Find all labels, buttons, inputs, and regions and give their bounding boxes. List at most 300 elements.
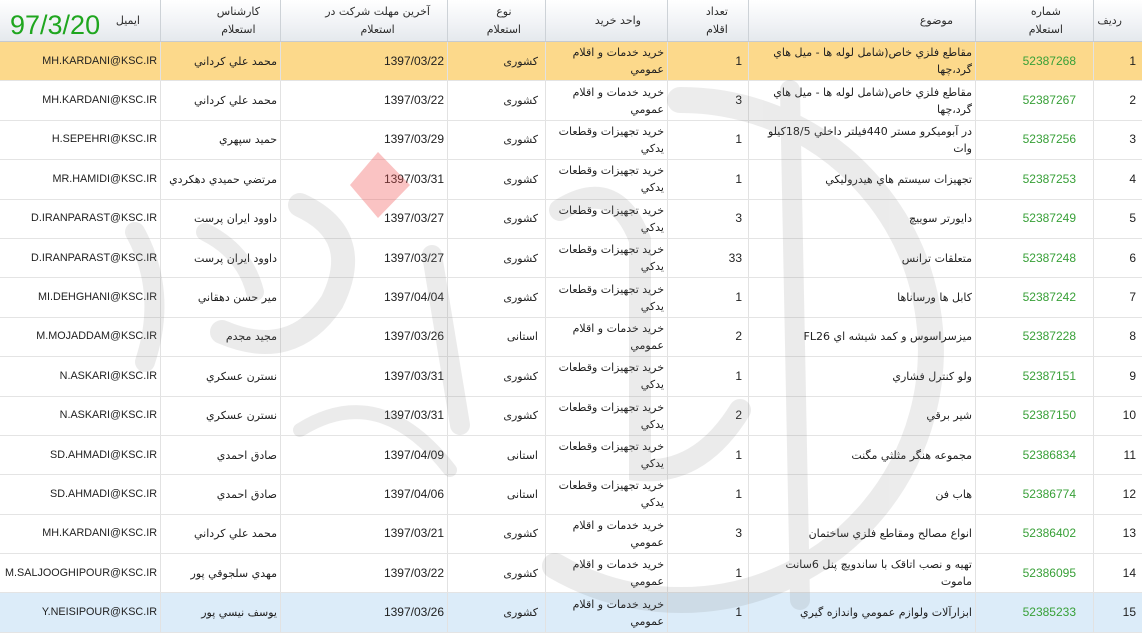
item-count: 3 xyxy=(735,526,742,541)
row-number-cell xyxy=(1093,318,1142,356)
deadline-cell xyxy=(280,554,447,592)
table-row[interactable] xyxy=(0,278,1142,317)
email-address: MH.KARDANI@KSC.IR xyxy=(42,94,157,107)
header-text: ایمیل xyxy=(115,13,140,27)
email-address: N.ASKARI@KSC.IR xyxy=(59,409,157,422)
expert-name: محمد علي كرداني xyxy=(194,94,277,108)
inquiry-number-cell xyxy=(975,278,1093,316)
purchase-unit-cell xyxy=(545,318,667,356)
row-number: 13 xyxy=(1122,526,1136,541)
email-cell xyxy=(0,42,160,80)
deadline-date: 1397/03/26 xyxy=(383,329,444,344)
inquiry-number-link[interactable]: 52387268 xyxy=(1022,53,1076,68)
purchase-unit-cell xyxy=(545,515,667,553)
subject-cell xyxy=(748,318,975,356)
deadline-date: 1397/03/22 xyxy=(383,53,444,68)
expert-name: نسترن عسكري xyxy=(206,409,277,423)
purchase-unit-text: خريد تجهيزات وقطعات يدكي xyxy=(558,124,664,155)
inquiry-type-text: کشوری xyxy=(503,94,538,108)
item-count-cell xyxy=(667,436,748,474)
inquiry-number-link[interactable]: 52387253 xyxy=(1022,171,1076,186)
header-label xyxy=(1097,12,1122,30)
inquiry-type-text: کشوری xyxy=(503,291,538,305)
table-row[interactable] xyxy=(0,81,1142,120)
row-number-cell xyxy=(1093,81,1142,119)
email-cell xyxy=(0,239,160,277)
deadline-date: 1397/03/31 xyxy=(383,408,444,423)
row-number: 7 xyxy=(1129,290,1136,305)
purchase-unit-text: خريد تجهيزات وقطعات يدكي xyxy=(558,479,664,510)
email-cell xyxy=(0,278,160,316)
subject-text: ابزارآلات ولوازم عمومي واندازه گيري xyxy=(800,606,972,620)
subject-cell xyxy=(748,121,975,159)
row-number: 2 xyxy=(1129,93,1136,108)
header-label xyxy=(487,3,521,39)
purchase-unit-cell xyxy=(545,397,667,435)
email-address: D.IRANPARAST@KSC.IR xyxy=(31,212,157,225)
purchase-unit-text: خريد تجهيزات وقطعات يدكي xyxy=(558,243,664,274)
item-count: 1 xyxy=(735,447,742,462)
expert-cell xyxy=(160,42,280,80)
item-count-cell xyxy=(667,515,748,553)
purchase-unit-cell xyxy=(545,357,667,395)
inquiry-type-cell xyxy=(447,357,545,395)
purchase-unit-cell xyxy=(545,42,667,80)
table-body xyxy=(0,42,1142,633)
item-count-cell xyxy=(667,121,748,159)
row-number-cell xyxy=(1093,475,1142,513)
email-address: M.SALJOOGHIPOUR@KSC.IR xyxy=(5,566,157,579)
expert-name: مهدي سلجوقي پور xyxy=(190,566,277,580)
email-address: N.ASKARI@KSC.IR xyxy=(59,369,157,382)
column-header-purchase-unit[interactable] xyxy=(545,0,667,41)
purchase-unit-cell xyxy=(545,278,667,316)
inquiry-number-cell xyxy=(975,515,1093,553)
header-text-line1: نوع xyxy=(496,4,512,18)
table-row[interactable] xyxy=(0,42,1142,81)
expert-cell xyxy=(160,278,280,316)
email-cell xyxy=(0,160,160,198)
item-count: 1 xyxy=(735,53,742,68)
item-count: 1 xyxy=(735,132,742,147)
deadline-date: 1397/03/26 xyxy=(383,605,444,620)
inquiry-number-link[interactable]: 52387242 xyxy=(1022,290,1076,305)
purchase-unit-text: خريد تجهيزات وقطعات يدكي xyxy=(558,440,664,471)
inquiry-number-link[interactable]: 52386095 xyxy=(1022,565,1076,580)
row-number-cell xyxy=(1093,160,1142,198)
header-text: واحد خرید xyxy=(594,13,641,27)
inquiry-number-cell xyxy=(975,318,1093,356)
inquiry-number-link[interactable]: 52386834 xyxy=(1022,447,1076,462)
inquiry-number-link[interactable]: 52386402 xyxy=(1022,526,1076,541)
header-text-line1: آخرین مهلت شرکت در xyxy=(325,4,430,18)
item-count-cell xyxy=(667,593,748,631)
table-row[interactable] xyxy=(0,121,1142,160)
inquiry-type-text: کشوری xyxy=(503,251,538,265)
header-label xyxy=(116,12,140,30)
expert-name: داوود ايران پرست xyxy=(194,251,277,265)
table-row[interactable] xyxy=(0,160,1142,199)
header-text-line1: شماره xyxy=(1030,4,1061,18)
purchase-unit-cell xyxy=(545,436,667,474)
subject-text: ولو كنترل فشاري xyxy=(892,369,972,383)
email-cell xyxy=(0,515,160,553)
deadline-cell xyxy=(280,160,447,198)
email-cell xyxy=(0,81,160,119)
item-count-cell xyxy=(667,239,748,277)
subject-cell xyxy=(748,515,975,553)
expert-cell xyxy=(160,554,280,592)
subject-text: شير برقي xyxy=(926,409,972,423)
table-row[interactable] xyxy=(0,357,1142,396)
subject-text: در آبوميكرو مستر 440فيلتر داخلي 18/5كيلو وات xyxy=(767,124,972,155)
email-address: MI.DEHGHANI@KSC.IR xyxy=(38,291,157,304)
subject-cell xyxy=(748,554,975,592)
subject-cell xyxy=(748,278,975,316)
deadline-date: 1397/03/31 xyxy=(383,171,444,186)
table-row[interactable] xyxy=(0,554,1142,593)
row-number-cell xyxy=(1093,593,1142,631)
inquiry-type-cell xyxy=(447,436,545,474)
item-count: 33 xyxy=(728,250,742,265)
deadline-cell xyxy=(280,397,447,435)
header-label xyxy=(595,12,641,30)
subject-text: هاب فن xyxy=(935,487,972,501)
column-header-row-number[interactable] xyxy=(1093,0,1142,41)
inquiry-type-text: کشوری xyxy=(503,369,538,383)
subject-text: مجموعه هنگر مثلثي مگنت xyxy=(851,448,972,462)
subject-cell xyxy=(748,81,975,119)
email-cell xyxy=(0,593,160,631)
expert-name: داوود ايران پرست xyxy=(194,212,277,226)
item-count: 3 xyxy=(735,211,742,226)
inquiry-number-link[interactable]: 52387248 xyxy=(1022,250,1076,265)
subject-text: مقاطع فلزي خاص(شامل لوله ها - ميل هاي گرد،چها xyxy=(773,85,972,116)
email-address: Y.NEISIPOUR@KSC.IR xyxy=(41,606,157,619)
inquiry-number-cell xyxy=(975,593,1093,631)
deadline-date: 1397/03/29 xyxy=(383,132,444,147)
inquiry-number-cell xyxy=(975,397,1093,435)
column-header-expert[interactable] xyxy=(160,0,280,41)
deadline-cell xyxy=(280,475,447,513)
item-count-cell xyxy=(667,81,748,119)
table-row[interactable] xyxy=(0,200,1142,239)
purchase-unit-text: خريد تجهيزات وقطعات يدكي xyxy=(558,164,664,195)
item-count: 1 xyxy=(735,290,742,305)
overlay-date-stamp: 97/3/20 xyxy=(10,10,101,40)
subject-cell xyxy=(748,436,975,474)
expert-cell xyxy=(160,436,280,474)
inquiry-type-cell xyxy=(447,239,545,277)
email-cell xyxy=(0,200,160,238)
row-number: 9 xyxy=(1129,368,1136,383)
column-header-deadline[interactable] xyxy=(280,0,447,41)
deadline-cell xyxy=(280,42,447,80)
purchase-unit-cell xyxy=(545,160,667,198)
row-number: 1 xyxy=(1129,53,1136,68)
inquiry-type-text: کشوری xyxy=(503,566,538,580)
inquiry-type-cell xyxy=(447,318,545,356)
item-count-cell xyxy=(667,278,748,316)
purchase-unit-cell xyxy=(545,200,667,238)
item-count: 1 xyxy=(735,605,742,620)
deadline-date: 1397/04/04 xyxy=(383,290,444,305)
email-address: SD.AHMADI@KSC.IR xyxy=(50,487,157,500)
purchase-unit-text: خريد تجهيزات وقطعات يدكي xyxy=(558,361,664,392)
deadline-date: 1397/04/09 xyxy=(383,447,444,462)
email-address: M.MOJADDAM@KSC.IR xyxy=(36,330,157,343)
inquiry-type-text: کشوری xyxy=(503,409,538,423)
inquiry-type-cell xyxy=(447,515,545,553)
item-count: 3 xyxy=(735,93,742,108)
subject-cell xyxy=(748,593,975,631)
deadline-date: 1397/03/31 xyxy=(383,368,444,383)
inquiry-type-cell xyxy=(447,554,545,592)
inquiry-type-text: کشوری xyxy=(503,54,538,68)
subject-cell xyxy=(748,357,975,395)
item-count-cell xyxy=(667,200,748,238)
inquiry-number-cell xyxy=(975,357,1093,395)
column-header-subject[interactable] xyxy=(748,0,975,41)
inquiry-type-cell xyxy=(447,42,545,80)
subject-text: متعلقات ترانس xyxy=(901,251,972,265)
item-count: 2 xyxy=(735,329,742,344)
subject-cell xyxy=(748,160,975,198)
subject-cell xyxy=(748,475,975,513)
header-text-line1: تعداد xyxy=(705,4,728,18)
deadline-cell xyxy=(280,593,447,631)
purchase-unit-cell xyxy=(545,239,667,277)
subject-cell xyxy=(748,42,975,80)
expert-cell xyxy=(160,593,280,631)
header-label xyxy=(706,3,728,39)
row-number: 3 xyxy=(1129,132,1136,147)
email-cell xyxy=(0,318,160,356)
table-row[interactable] xyxy=(0,593,1142,632)
purchase-unit-text: خريد خدمات و اقلام عمومي xyxy=(572,518,664,549)
row-number: 14 xyxy=(1122,565,1136,580)
expert-cell xyxy=(160,318,280,356)
row-number: 6 xyxy=(1129,250,1136,265)
header-label xyxy=(1029,3,1063,39)
purchase-unit-text: خريد خدمات و اقلام عمومي xyxy=(572,597,664,628)
inquiry-number-cell xyxy=(975,160,1093,198)
inquiry-number-link[interactable]: 52385233 xyxy=(1022,605,1076,620)
inquiry-number-cell xyxy=(975,200,1093,238)
inquiry-number-link[interactable]: 52387228 xyxy=(1022,329,1076,344)
expert-name: مير حسن دهقاني xyxy=(197,291,277,305)
header-text-line2: استعلام xyxy=(1028,22,1063,36)
inquiry-type-text: کشوری xyxy=(503,527,538,541)
inquiry-type-cell xyxy=(447,200,545,238)
expert-name: يوسف نيسي پور xyxy=(201,606,277,620)
inquiry-type-cell xyxy=(447,397,545,435)
subject-cell xyxy=(748,397,975,435)
table-row[interactable] xyxy=(0,475,1142,514)
deadline-cell xyxy=(280,278,447,316)
email-address: D.IRANPARAST@KSC.IR xyxy=(31,251,157,264)
inquiry-type-text: کشوری xyxy=(503,606,538,620)
email-address: H.SEPEHRI@KSC.IR xyxy=(51,133,157,146)
subject-text: تجهيزات سيستم هاي هيدروليكي xyxy=(825,172,972,186)
email-cell xyxy=(0,554,160,592)
header-text-line2: اقلام xyxy=(706,22,728,36)
email-address: MH.KARDANI@KSC.IR xyxy=(42,527,157,540)
purchase-unit-text: خريد خدمات و اقلام عمومي xyxy=(572,321,664,352)
table-row[interactable] xyxy=(0,397,1142,436)
purchase-unit-text: خريد خدمات و اقلام عمومي xyxy=(572,85,664,116)
inquiry-number-link[interactable]: 52386774 xyxy=(1022,486,1076,501)
item-count-cell xyxy=(667,318,748,356)
inquiry-number-cell xyxy=(975,475,1093,513)
column-header-inquiry-number[interactable] xyxy=(975,0,1093,41)
item-count: 1 xyxy=(735,368,742,383)
deadline-cell xyxy=(280,436,447,474)
item-count: 1 xyxy=(735,486,742,501)
subject-text: انواع مصالح ومقاطع فلزي ساختمان xyxy=(808,527,972,541)
expert-name: صادق احمدي xyxy=(216,448,277,462)
email-cell xyxy=(0,357,160,395)
grid-header xyxy=(0,0,1142,42)
deadline-date: 1397/03/22 xyxy=(383,93,444,108)
row-number-cell xyxy=(1093,121,1142,159)
inquiry-type-text: استانی xyxy=(506,487,538,501)
row-number-cell xyxy=(1093,42,1142,80)
expert-cell xyxy=(160,121,280,159)
inquiry-number-cell xyxy=(975,554,1093,592)
inquiry-number-link[interactable]: 52387150 xyxy=(1022,408,1076,423)
subject-text: ميزسراسوس و كمد شيشه اي FL26 xyxy=(803,330,972,344)
row-number-cell xyxy=(1093,554,1142,592)
expert-cell xyxy=(160,239,280,277)
inquiry-type-text: استانی xyxy=(506,330,538,344)
inquiry-number-cell xyxy=(975,121,1093,159)
item-count-cell xyxy=(667,42,748,80)
inquiry-number-cell xyxy=(975,436,1093,474)
email-cell xyxy=(0,121,160,159)
subject-cell xyxy=(748,200,975,238)
inquiry-type-cell xyxy=(447,121,545,159)
row-number: 8 xyxy=(1129,329,1136,344)
header-label xyxy=(920,12,953,30)
row-number-cell xyxy=(1093,200,1142,238)
expert-cell xyxy=(160,515,280,553)
expert-name: نسترن عسكري xyxy=(206,369,277,383)
item-count: 2 xyxy=(735,408,742,423)
subject-text: كابل ها ورساناها xyxy=(897,291,972,305)
purchase-unit-text: خريد تجهيزات وقطعات يدكي xyxy=(558,400,664,431)
item-count: 1 xyxy=(735,565,742,580)
column-header-item-count[interactable] xyxy=(667,0,748,41)
table-row[interactable] xyxy=(0,436,1142,475)
expert-cell xyxy=(160,397,280,435)
row-number-cell xyxy=(1093,239,1142,277)
email-cell xyxy=(0,397,160,435)
email-address: MH.KARDANI@KSC.IR xyxy=(42,54,157,67)
expert-cell xyxy=(160,81,280,119)
expert-name: محمد علي كرداني xyxy=(194,54,277,68)
expert-name: حميد سپهري xyxy=(218,133,277,147)
inquiry-number-link[interactable]: 52387249 xyxy=(1022,211,1076,226)
expert-name: مرتضي حميدي دهكردي xyxy=(169,172,277,186)
table-row[interactable] xyxy=(0,239,1142,278)
table-row[interactable] xyxy=(0,515,1142,554)
expert-cell xyxy=(160,475,280,513)
deadline-cell xyxy=(280,357,447,395)
inquiry-number-link[interactable]: 52387256 xyxy=(1022,132,1076,147)
item-count-cell xyxy=(667,160,748,198)
subject-cell xyxy=(748,239,975,277)
deadline-cell xyxy=(280,239,447,277)
row-number: 10 xyxy=(1122,408,1136,423)
row-number-cell xyxy=(1093,357,1142,395)
inquiry-type-cell xyxy=(447,475,545,513)
row-number: 15 xyxy=(1122,605,1136,620)
purchase-unit-text: خريد تجهيزات وقطعات يدكي xyxy=(558,282,664,313)
inquiry-type-text: کشوری xyxy=(503,212,538,226)
inquiry-type-text: استانی xyxy=(506,448,538,462)
inquiry-type-text: کشوری xyxy=(503,172,538,186)
deadline-date: 1397/03/27 xyxy=(383,250,444,265)
subject-text: مقاطع فلزي خاص(شامل لوله ها - ميل هاي گرد،چها xyxy=(773,46,972,77)
item-count-cell xyxy=(667,475,748,513)
header-text-line2: استعلام xyxy=(221,22,256,36)
inquiry-number-cell xyxy=(975,239,1093,277)
email-cell xyxy=(0,436,160,474)
row-number-cell xyxy=(1093,278,1142,316)
email-address: SD.AHMADI@KSC.IR xyxy=(50,448,157,461)
purchase-unit-text: خريد خدمات و اقلام عمومي xyxy=(572,46,664,77)
purchase-unit-text: خريد تجهيزات وقطعات يدكي xyxy=(558,203,664,234)
expert-name: مجيد مجدم xyxy=(225,330,277,344)
deadline-cell xyxy=(280,200,447,238)
header-text-line2: استعلام xyxy=(486,22,521,36)
table-row[interactable] xyxy=(0,318,1142,357)
inquiry-type-cell xyxy=(447,160,545,198)
deadline-date: 1397/03/27 xyxy=(383,211,444,226)
row-number-cell xyxy=(1093,397,1142,435)
inquiry-number-cell xyxy=(975,42,1093,80)
deadline-date: 1397/03/22 xyxy=(383,565,444,580)
inquiry-type-cell xyxy=(447,593,545,631)
expert-cell xyxy=(160,160,280,198)
inquiry-number-link[interactable]: 52387267 xyxy=(1022,93,1076,108)
column-header-inquiry-type[interactable] xyxy=(447,0,545,41)
inquiry-number-link[interactable]: 52387151 xyxy=(1022,368,1076,383)
row-number: 12 xyxy=(1122,486,1136,501)
deadline-cell xyxy=(280,81,447,119)
purchase-unit-cell xyxy=(545,554,667,592)
header-label xyxy=(217,3,260,39)
header-label xyxy=(325,3,430,39)
header-text-line2: استعلام xyxy=(360,22,395,36)
deadline-cell xyxy=(280,515,447,553)
row-number: 5 xyxy=(1129,211,1136,226)
inquiry-type-cell xyxy=(447,278,545,316)
row-number-cell xyxy=(1093,515,1142,553)
item-count-cell xyxy=(667,554,748,592)
inquiry-number-cell xyxy=(975,81,1093,119)
row-number: 11 xyxy=(1123,447,1136,462)
purchase-unit-text: خريد خدمات و اقلام عمومي xyxy=(572,558,664,589)
expert-name: صادق احمدي xyxy=(216,487,277,501)
email-cell xyxy=(0,475,160,513)
expert-cell xyxy=(160,200,280,238)
item-count-cell xyxy=(667,357,748,395)
purchase-unit-cell xyxy=(545,593,667,631)
purchase-unit-cell xyxy=(545,121,667,159)
header-text: موضوع xyxy=(919,13,953,27)
